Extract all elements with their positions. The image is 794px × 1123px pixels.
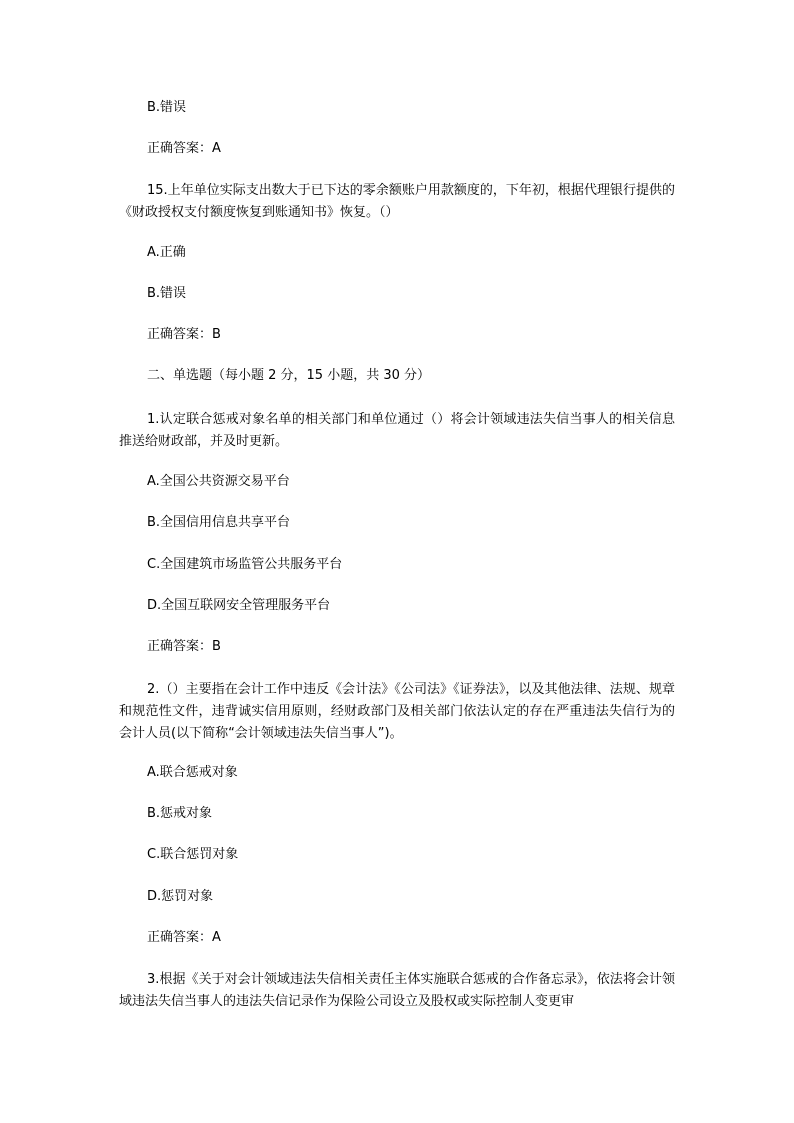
question-3-stem: 3.根据《关于对会计领域违法失信相关责任主体实施联合惩戒的合作备忘录》，依法将会计领域违法失信当事人的违法失信记录作为保险公司设立及股权或实际控制人变更审 — [119, 972, 675, 1009]
correct-answer: 正确答案：A — [147, 141, 221, 156]
option-a: A.联合惩戒对象 — [147, 765, 238, 780]
option-a: A.全国公共资源交易平台 — [147, 474, 290, 489]
option-d: D.全国互联网安全管理服务平台 — [147, 598, 331, 613]
option-b: B.全国信用信息共享平台 — [147, 515, 291, 530]
section-heading: 二、单选题（每小题 2 分，15 小题，共 30 分） — [147, 368, 431, 383]
question-2-stem: 2.（）主要指在会计工作中违反《会计法》《公司法》《证券法》，以及其他法律、法规、规章和规范性文件，违背诚实信用原则，经财政部门及相关部门依法认定的存在严重违法失信行为的会计人员(以下简称“会计领域违法失信当事人”)。 — [119, 682, 675, 741]
correct-answer: 正确答案：A — [147, 930, 221, 945]
correct-answer: 正确答案：B — [147, 639, 221, 654]
option-c: C.联合惩罚对象 — [147, 847, 239, 862]
correct-answer: 正确答案：B — [147, 327, 221, 342]
option-c: C.全国建筑市场监管公共服务平台 — [147, 557, 343, 572]
option-b: B.错误 — [147, 286, 187, 301]
question-15-stem: 15.上年单位实际支出数大于已下达的零余额账户用款额度的，下年初，根据代理银行提供的《财政授权支付额度恢复到账通知书》恢复。（） — [119, 183, 675, 220]
question-1-stem: 1.认定联合惩戒对象名单的相关部门和单位通过（）将会计领域违法失信当事人的相关信息推送给财政部，并及时更新。 — [119, 412, 675, 449]
option-a: A.正确 — [147, 245, 186, 260]
option-b: B.错误 — [147, 100, 187, 115]
option-d: D.惩罚对象 — [147, 889, 214, 904]
option-b: B.惩戒对象 — [147, 806, 213, 821]
